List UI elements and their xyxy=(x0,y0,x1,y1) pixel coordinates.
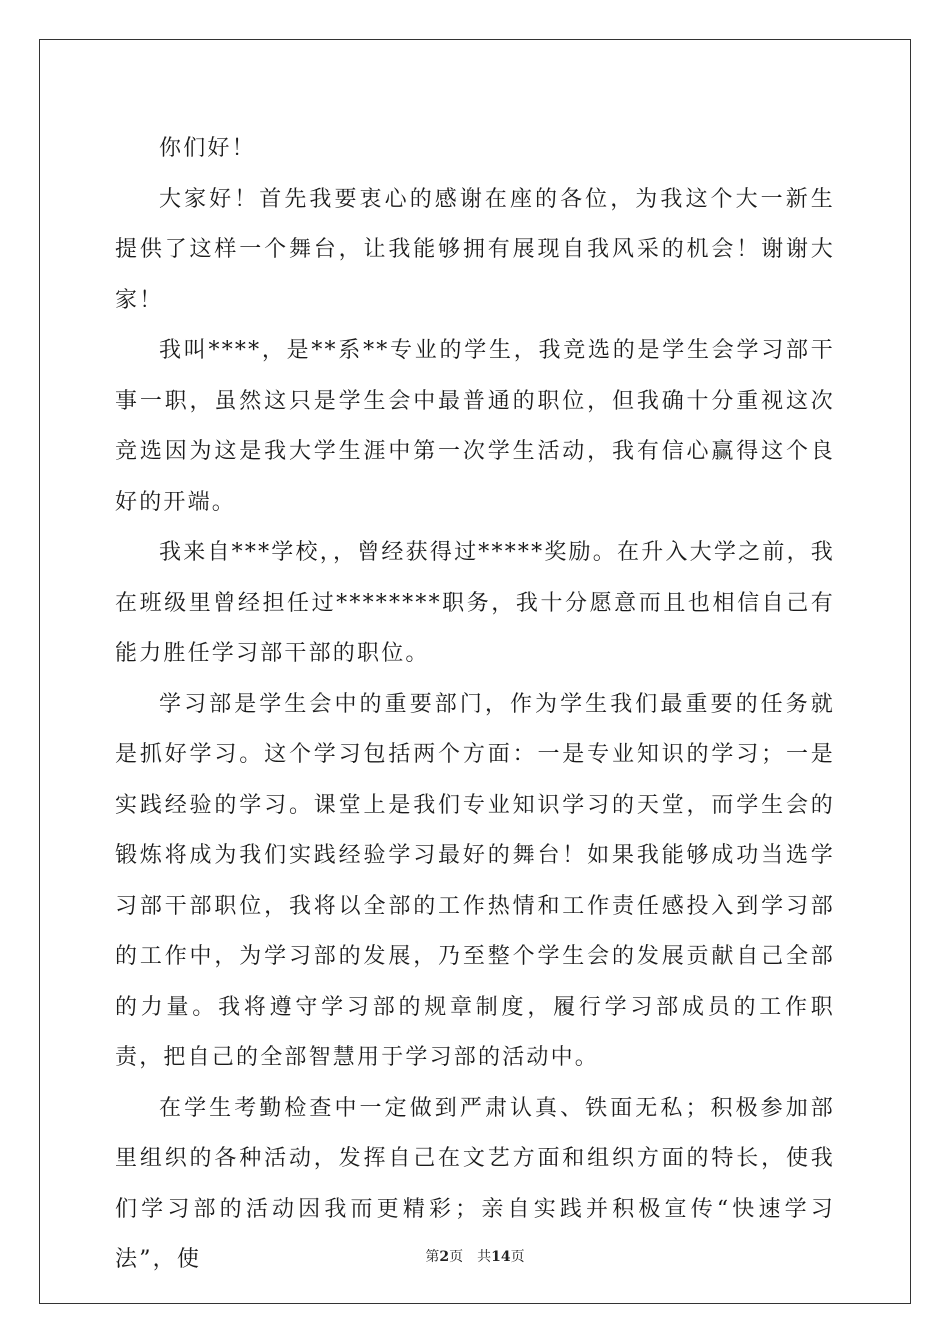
paragraph-introduction: 我叫****，是**系**专业的学生，我竞选的是学生会学习部干事一职，虽然这只是学生会中最普通的职位，但我确十分重视这次竞选因为这是我大学生涯中第一次学生活动，我有信心赢得这个良好的开端。 xyxy=(115,338,835,515)
paragraph-plans: 在学生考勤检查中一定做到严肃认真、铁面无私；积极参加部里组织的各种活动，发挥自己在文艺方面和组织方面的特长，使我们学习部的活动因我而更精彩；亲自实践并积极宣传“快速学习法”，使 xyxy=(115,1095,835,1272)
page-total: 14 xyxy=(491,1249,511,1265)
paragraph-thanks: 大家好！首先我要衷心的感谢在座的各位，为我这个大一新生提供了这样一个舞台，让我能够拥有展现自我风采的机会！谢谢大家！ xyxy=(115,186,835,313)
paragraph-department: 学习部是学生会中的重要部门，作为学生我们最重要的任务就是抓好学习。这个学习包括两个方面：一是专业知识的学习；一是实践经验的学习。课堂上是我们专业知识学习的天堂，而学生会的锻炼将成为我们实践经验学习最好的舞台！如果我能够成功当选学习部干部职位，我将以全部的工作热情和工作责任感投入到学习部的工作中，为学习部的发展，乃至整个学生会的发展贡献自己全部的力量。我将遵守学习部的规章制度，履行学习部成员的工作职责，把自己的全部智慧用于学习部的活动中。 xyxy=(115,691,835,1070)
page-suffix: 页 xyxy=(449,1249,464,1265)
total-suffix: 页 xyxy=(510,1249,525,1265)
page-prefix: 第 xyxy=(425,1249,440,1265)
paragraph-greeting: 你们好！ xyxy=(159,136,256,161)
page-number: 2 xyxy=(439,1249,450,1265)
total-prefix: 共 xyxy=(477,1249,492,1265)
document-body xyxy=(115,124,835,1286)
paragraph-background: 我来自***学校，，曾经获得过*****奖励。在升入大学之前，我在班级里曾经担任过********职务，我十分愿意而且也相信自己有能力胜任学习部干部的职位。 xyxy=(115,540,835,666)
page-footer xyxy=(0,1247,950,1267)
